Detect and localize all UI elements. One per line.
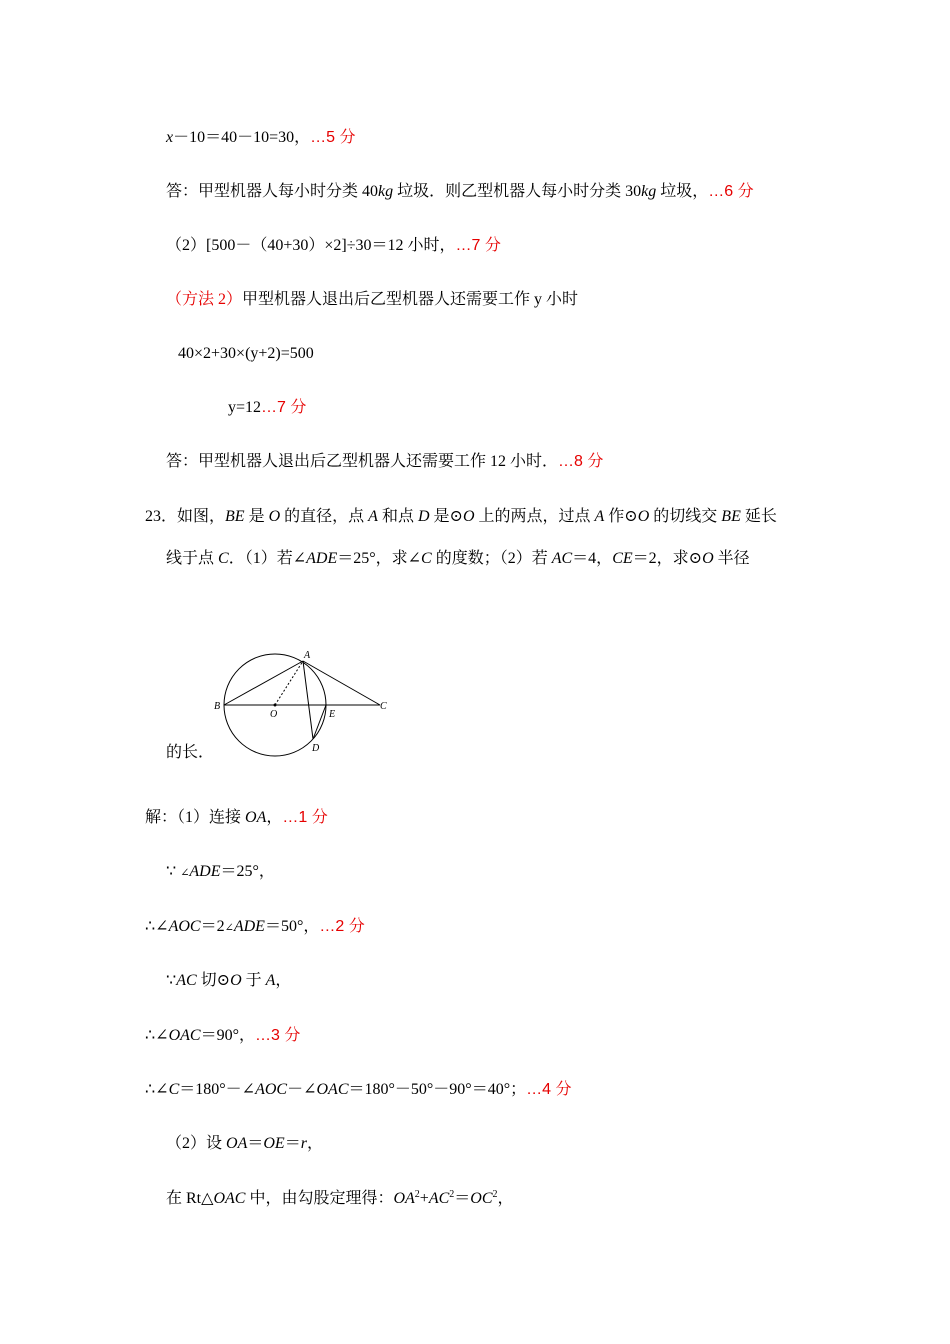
sol-text: ∴∠ xyxy=(145,1081,169,1098)
score-mark: …6 分 xyxy=(708,183,754,200)
score-mark: …5 分 xyxy=(310,129,356,146)
center-point xyxy=(274,704,277,707)
angle-symbol: ∠ xyxy=(224,922,234,934)
sol-text: 切⊙ xyxy=(196,972,231,989)
sol-var: OA xyxy=(226,1135,248,1152)
sol-text: 于 xyxy=(241,972,266,989)
unit-kg: kg xyxy=(378,183,394,200)
question-23-line-1 xyxy=(145,507,777,527)
score-mark: …7 分 xyxy=(261,399,307,416)
q-text: 上的两点，过点 xyxy=(474,508,595,525)
sol-text: ＝25°， xyxy=(220,863,275,880)
q-text: ＝4， xyxy=(572,550,613,567)
solution-y-line xyxy=(228,398,306,418)
sol-var: AC xyxy=(428,1190,450,1207)
answer-line-1 xyxy=(166,182,754,202)
q-var: O xyxy=(462,508,475,525)
sol-text: ＝180°－∠ xyxy=(179,1081,256,1098)
sol-var: OAC xyxy=(168,1027,201,1044)
part2-text: （2）[500－（40+30）×2]÷30＝12 小时， xyxy=(166,237,456,254)
sol-line-6 xyxy=(145,1080,571,1100)
sol-text: ∴∠ xyxy=(145,1027,169,1044)
sol-text: ∵ xyxy=(166,972,177,989)
method2-text: 甲型机器人退出后乙型机器人还需要工作 y 小时 xyxy=(242,291,579,308)
sol-var: r xyxy=(300,1135,307,1152)
sol-text: ∴∠ xyxy=(145,918,169,935)
question-23-line-3 xyxy=(166,743,214,763)
q-var: ADE xyxy=(306,550,338,567)
sol-line-1 xyxy=(145,808,328,828)
label-a: A xyxy=(304,650,311,661)
tangent-ac xyxy=(303,661,380,705)
sol-line-2 xyxy=(166,862,275,883)
sol-line-5 xyxy=(145,1026,300,1046)
q-var: A xyxy=(594,508,605,525)
variable-x: x xyxy=(166,129,174,146)
q-text: 的切线交 xyxy=(649,508,722,525)
exponent: 2 xyxy=(449,1189,455,1200)
q-var: C xyxy=(218,550,229,567)
q-text: 和点 xyxy=(377,508,418,525)
equation-text: 40×2+30×(y+2)=500 xyxy=(178,345,314,362)
label-d: D xyxy=(312,743,320,754)
method2-label: （方法 2） xyxy=(166,291,243,308)
equation-text: y=12 xyxy=(228,399,262,416)
q-text: 的长． xyxy=(166,744,215,761)
q-text: 延长 xyxy=(740,508,777,525)
sol-var: OAC xyxy=(316,1081,349,1098)
q-text: 的度数；（2）若 xyxy=(431,550,552,567)
q-var: C xyxy=(421,550,432,567)
sol-text: 在 Rt△ xyxy=(166,1190,214,1207)
answer-text: 答：甲型机器人退出后乙型机器人还需要工作 12 小时． xyxy=(166,453,559,470)
label-o: O xyxy=(270,709,278,720)
sol-var: OA xyxy=(393,1190,415,1207)
question-23-line-2 xyxy=(166,549,750,569)
sol-var: O xyxy=(230,972,242,989)
q-text: 的直径，点 xyxy=(280,508,369,525)
sol-text: －∠ xyxy=(287,1081,317,1098)
sol-var: A xyxy=(265,972,276,989)
sol-text: ＝ xyxy=(284,1135,301,1152)
sol-text: ＝ xyxy=(454,1190,471,1207)
score-mark: …7 分 xyxy=(455,237,501,254)
sol-text: ， xyxy=(266,809,283,826)
sol-text: ， xyxy=(497,1190,514,1207)
sol-var: ADE xyxy=(233,918,265,935)
sol-var: OA xyxy=(245,809,267,826)
q-var: O xyxy=(702,550,714,567)
q-text: ＝25°，求∠ xyxy=(337,550,422,567)
label-b: B xyxy=(214,701,221,712)
unit-kg: kg xyxy=(641,183,657,200)
q-text: 作⊙ xyxy=(604,508,638,525)
sol-var: OC xyxy=(470,1190,493,1207)
sol-var: AOC xyxy=(255,1081,288,1098)
answer-text: 答：甲型机器人每小时分类 40 xyxy=(166,183,379,200)
label-c: C xyxy=(380,701,387,712)
solution-line-1 xyxy=(166,128,356,148)
sol-var: C xyxy=(168,1081,180,1098)
answer-text: 垃圾， xyxy=(656,183,709,200)
radius-oa xyxy=(275,661,303,705)
q-var: O xyxy=(268,508,281,525)
chord-ad xyxy=(303,661,313,739)
sol-var: OAC xyxy=(213,1190,246,1207)
chord-de xyxy=(313,705,326,739)
sol-var: AC xyxy=(176,972,197,989)
method2-line xyxy=(166,290,578,310)
sol-text: （2）设 xyxy=(166,1135,227,1152)
sol-text: ＝2 xyxy=(200,918,225,935)
sol-text: ∵ xyxy=(166,863,181,880)
sol-text: ＝180°－50°－90°＝40°； xyxy=(348,1081,527,1098)
label-e: E xyxy=(329,709,336,720)
sol-text: + xyxy=(419,1190,429,1207)
exponent: 2 xyxy=(492,1189,498,1200)
geometry-figure xyxy=(210,645,400,760)
q-text: 半径 xyxy=(713,550,750,567)
sol-var: ADE xyxy=(189,863,221,880)
sol-line-8 xyxy=(166,1189,514,1209)
score-mark: …8 分 xyxy=(558,453,604,470)
sol-text: 中，由勾股定理得： xyxy=(245,1190,394,1207)
q-var: BE xyxy=(721,508,741,525)
q-text: 线于点 xyxy=(166,550,219,567)
q-var: CE xyxy=(612,550,633,567)
equation-line xyxy=(178,344,314,364)
part2-line xyxy=(166,236,501,256)
angle-symbol: ∠ xyxy=(180,867,190,879)
q-text: ．（1）若∠ xyxy=(228,550,307,567)
q-var: BE xyxy=(225,508,245,525)
sol-line-4 xyxy=(166,971,291,991)
sol-line-7 xyxy=(166,1134,323,1154)
sol-text: ， xyxy=(306,1135,323,1152)
sol-var: AOC xyxy=(168,918,201,935)
q-text: 是 xyxy=(244,508,269,525)
q-text: 23．如图， xyxy=(145,508,226,525)
equation-text: －10＝40－10=30， xyxy=(173,129,311,146)
chord-ab xyxy=(224,661,303,705)
q-var: AC xyxy=(551,550,573,567)
sol-text: ＝ xyxy=(247,1135,264,1152)
score-mark: …1 分 xyxy=(282,809,328,826)
sol-text: ， xyxy=(275,972,292,989)
sol-var: OE xyxy=(263,1135,285,1152)
q-var: D xyxy=(417,508,430,525)
score-mark: …3 分 xyxy=(255,1027,301,1044)
exponent: 2 xyxy=(414,1189,420,1200)
q-text: ＝2，求⊙ xyxy=(632,550,703,567)
score-mark: …2 分 xyxy=(319,918,365,935)
q-var: A xyxy=(368,508,378,525)
sol-line-3 xyxy=(145,917,365,938)
sol-text: ＝90°， xyxy=(200,1027,255,1044)
sol-text: ＝50°， xyxy=(264,918,320,935)
answer-text: 垃圾．则乙型机器人每小时分类 30 xyxy=(393,183,642,200)
q-text: 是⊙ xyxy=(429,508,463,525)
q-var: O xyxy=(637,508,650,525)
sol-text: 解：（1）连接 xyxy=(145,809,246,826)
score-mark: …4 分 xyxy=(526,1081,572,1098)
answer-line-2 xyxy=(166,452,603,472)
